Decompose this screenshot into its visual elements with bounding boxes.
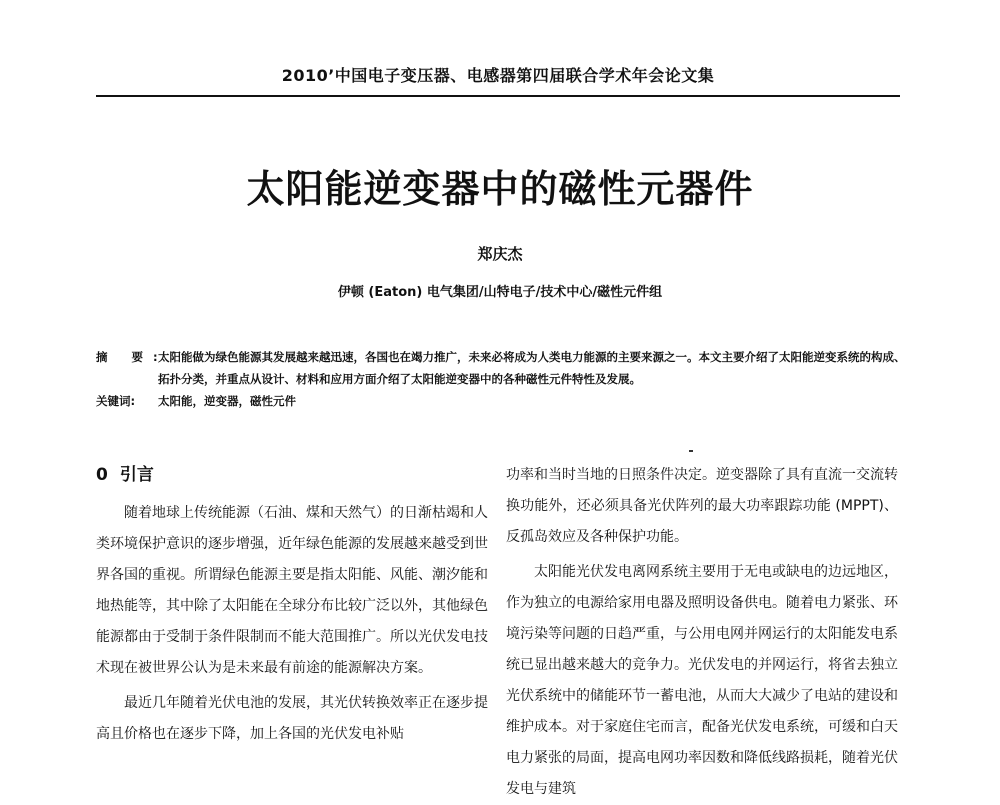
abstract-label: 摘 要: bbox=[96, 350, 168, 364]
scan-mark bbox=[689, 450, 693, 452]
section-title: 引言 bbox=[119, 465, 154, 485]
left-column bbox=[96, 460, 488, 750]
paper-title: 太阳能逆变器中的磁性元器件 bbox=[246, 167, 754, 211]
keywords-text: 太阳能，逆变器，磁性元件 bbox=[158, 394, 296, 408]
author-name: 郑庆杰 bbox=[477, 245, 523, 263]
abstract-text: 太阳能做为绿色能源其发展越来越迅速，各国也在竭力推广，未来必将成为人类电力能源的主要来源之一。本文主要介绍了太阳能逆变系统的构成、拓扑分类，并重点从设计、材料和应用方面介绍了太阳能逆变器中的各种磁性元件特性及发展。 bbox=[158, 350, 906, 386]
right-paragraph-2: 太阳能光伏发电离网系统主要用于无电或缺电的边远地区，作为独立的电源给家用电器及照明设备供电。随着电力紧张、环境污染等问题的日趋严重，与公用电网并网运行的太阳能发电系统已显出越来越大的竞争力。光伏发电的并网运行，将省去独立光伏系统中的储能环节一蓄电池，从而大大减少了电站的建设和维护成本。对于家庭住宅而言，配备光伏发电系统，可缓和白天电力紧张的局面，提高电网功率因数和降低线路损耗，随着光伏发电与建筑 bbox=[506, 564, 898, 797]
section-number: 0 bbox=[96, 465, 108, 485]
intro-paragraph-1: 随着地球上传统能源（石油、煤和天然气）的日渐枯竭和人类环境保护意识的逐步增强，近年绿色能源的发展越来越受到世界各国的重视。所谓绿色能源主要是指太阳能、风能、潮汐能和地热能等，其中除了太阳能在全球分布比较广泛以外，其他绿色能源都由于受制于条件限制而不能大范围推广。所以光伏发电技术现在被世界公认为是未来最有前途的能源解决方案。 bbox=[96, 505, 488, 676]
section-heading bbox=[96, 460, 488, 490]
abstract-block bbox=[96, 346, 906, 412]
right-paragraph-1: 功率和当时当地的日照条件决定。逆变器除了具有直流一交流转换功能外，还必须具备光伏阵列的最大功率跟踪功能 (MPPT)、反孤岛效应及各种保护功能。 bbox=[506, 467, 898, 545]
intro-paragraph-2: 最近几年随着光伏电池的发展，其光伏转换效率正在逐步提高且价格也在逐步下降，加上各国的光伏发电补贴 bbox=[96, 695, 488, 742]
running-header: 2010’中国电子变压器、电感器第四届联合学术年会论文集 bbox=[281, 66, 715, 85]
keywords-row bbox=[96, 390, 906, 412]
keywords-label: 关键词: bbox=[96, 394, 136, 408]
author-affiliation: 伊顿 (Eaton) 电气集团/山特电子/技术中心/磁性元件组 bbox=[337, 285, 663, 300]
right-column bbox=[506, 460, 898, 805]
header-rule bbox=[96, 95, 900, 97]
abstract-row bbox=[96, 346, 906, 390]
